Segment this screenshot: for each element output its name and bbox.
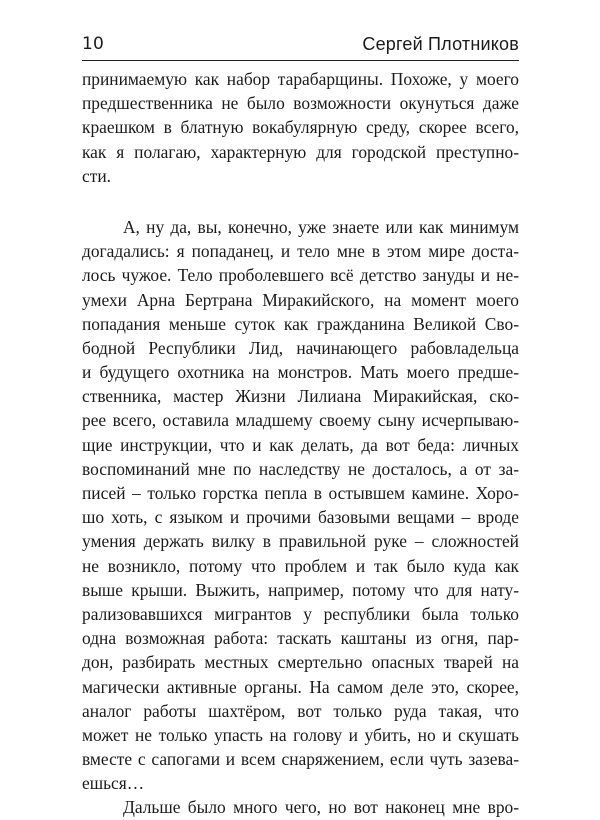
text-line: может не только упасть на голову и убить, но и скушать: [82, 724, 519, 745]
page-number: 10: [82, 34, 105, 54]
text-line: дон, разбирать местных смертельно опасных тварей на: [82, 652, 519, 673]
text-line: рее всего, оставила младшему своему сыну исчерпываю-: [82, 410, 519, 431]
running-header: [82, 28, 519, 58]
text-line: бодной Республики Лид, начинающего рабовладельца: [82, 337, 519, 358]
text-line: ственника, мастер Жизни Лилиана Миракийская, ско-: [82, 386, 519, 407]
paragraph: [82, 215, 519, 796]
text-line: одна возможная работа: таскать каштаны из огня, пар-: [82, 628, 519, 649]
text-line: А, ну да, вы, конечно, уже знаете или как минимум: [123, 216, 519, 237]
text-line: и будущего охотника на монстров. Мать моего предше-: [82, 362, 519, 383]
text-line: щие инструкции, что и как делать, да вот беда: личных: [82, 434, 519, 455]
text-line: рализовавшихся мигрантов у республики была только: [82, 603, 519, 624]
text-line: как я полагаю, характерную для городской преступно-: [82, 141, 519, 162]
text-line: попадания меньше суток как гражданина Великой Сво-: [82, 313, 519, 334]
text-line: магически активные органы. На самом деле это, скорее,: [82, 676, 519, 697]
text-line: шо хоть, с языком и прочими базовыми вещами – вроде: [82, 507, 519, 528]
text-line: предшественника не было возможности окунуться даже: [82, 93, 519, 114]
text-line: воспоминаний мне по наследству не досталось, а от за-: [82, 458, 519, 479]
paragraph: [82, 795, 519, 819]
text-line: догадались: я попаданец, и тело мне в этом мире доста-: [82, 241, 519, 262]
text-line: ешься…: [82, 773, 145, 794]
text-line: сти.: [82, 165, 111, 186]
section-break: [82, 188, 519, 215]
text-line: аналог работы шахтёром, вот только руда такая, что: [82, 700, 519, 721]
paragraph: [82, 67, 519, 188]
text-line: писей – только горстка пепла в остывшем камине. Хоро-: [82, 483, 519, 503]
text-line: принимаемую как набор тарабарщины. Похоже, у моего: [82, 69, 519, 89]
text-line: Дальше было много чего, но вот наконец мне вро-: [123, 797, 519, 818]
running-header-author: Сергей Плотников: [362, 34, 519, 54]
text-line: выше крыши. Выжить, например, потому что для нату-: [82, 579, 519, 600]
text-line: умехи Арна Бертрана Миракийского, на момент моего: [82, 289, 519, 310]
body-text: [82, 67, 519, 820]
text-line: не возникло, потому что проблем и так было куда как: [82, 555, 519, 576]
text-line: вместе с сапогами и всем снаряжением, если чуть зазева-: [82, 749, 519, 770]
text-line: краешком в блатную вокабулярную среду, скорее всего,: [82, 117, 519, 138]
header-divider: [82, 60, 519, 61]
text-line: лось чужое. Тело проболевшего всё детство зануды и не-: [82, 265, 519, 286]
text-line: умения держать вилку в правильной руке – сложностей: [82, 531, 519, 552]
